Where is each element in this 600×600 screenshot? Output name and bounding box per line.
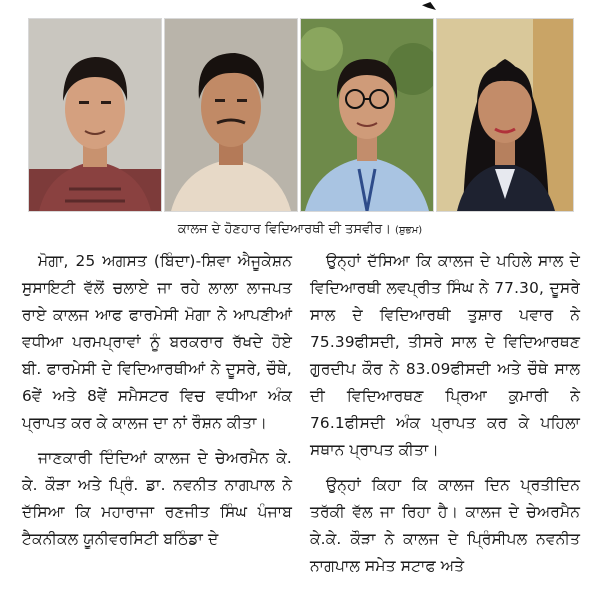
article-paragraph: ਉਨ੍ਹਾਂ ਕਿਹਾ ਕਿ ਕਾਲਜ ਦਿਨ ਪ੍ਰਤੀਦਿਨ ਤਰੱਕੀ ਵੱਲ ਜਾ ਰਿਹਾ ਹੈ। ਕਾਲਜ ਦੇ ਚੇਅਰਮੈਨ ਕੇ.ਕੇ. ਕੌੜਾ ਨੇ ਕਾਲਜ ਦੇ ਪ੍ਰਿੰਸੀਪਲ ਨਵਨੀਤ ਨਾਗਪਾਲ ਸਮੇਤ ਸਟਾਫ ਅਤੇ — [310, 476, 580, 575]
article-paragraph: ਮੋਗਾ, 25 ਅਗਸਤ (ਬਿੰਦਾ)-ਸ਼ਿਵਾ ਐਜੂਕੇਸ਼ਨ ਸੁਸਾਇਟੀ ਵੱਲੋਂ ਚਲਾਏ ਜਾ ਰਹੇ ਲਾਲਾ ਲਾਜਪਤ ਰਾਏ ਕਾਲਜ ਆਫ ਫਾਰਮੇਸੀ ਮੋਗਾ ਨੇ ਆਪਣੀਆਂ ਵਧੀਆ ਪਰਮਪ੍ਰਾਵਾਂ ਨੂੰ ਬਰਕਰਾਰ ਰੱਖਦੇ ਹੋਏ ਬੀ. ਫਾਰਮੇਸੀ ਦੇ ਵਿਦਿਆਰਥੀਆਂ ਨੇ ਦੂਸਰੇ, ਚੌਥੇ, 6ਵੇਂ ਅਤੇ 8ਵੇਂ ਸਮੈਸਟਰ ਵਿਚ ਵਧੀਆ ਅੰਕ ਪ੍ਰਾਪਤ ਕਰ ਕੇ ਕਾਲਜ ਦਾ ਨਾਂ ਰੌਸ਼ਨ ਕੀਤਾ। — [22, 252, 292, 432]
caption-text: ਕਾਲਜ ਦੇ ਹੋਣਹਾਰ ਵਿਦਿਆਰਥੀ ਦੀ ਤਸਵੀਰ। — [177, 222, 391, 237]
photo-row — [28, 18, 576, 214]
ink-mark — [422, 2, 436, 10]
top-strip — [0, 0, 600, 14]
article-column-right — [310, 248, 580, 588]
article-paragraph: ਜਾਣਕਾਰੀ ਦਿੰਦਿਆਂ ਕਾਲਜ ਦੇ ਚੇਅਰਮੈਨ ਕੇ. ਕੇ. ਕੌੜਾ ਅਤੇ ਪ੍ਰਿੰ. ਡਾ. ਨਵਨੀਤ ਨਾਗਪਾਲ ਨੇ ਦੱਸਿਆ ਕਿ ਮਹਾਰਾਜਾ ਰਣਜੀਤ ਸਿੰਘ ਪੰਜਾਬ ਟੈਕਨੀਕਲ ਯੂਨੀਵਰਸਿਟੀ ਬਠਿੰਡਾ ਦੇ — [22, 449, 292, 548]
student-portrait-4 — [437, 19, 573, 211]
caption-credit: (ਸ਼ੁਭਮ) — [395, 225, 423, 236]
photo-student-2 — [164, 18, 298, 212]
article-paragraph: ਉਨ੍ਹਾਂ ਦੱਸਿਆ ਕਿ ਕਾਲਜ ਦੇ ਪਹਿਲੇ ਸਾਲ ਦੇ ਵਿਦਿਆਰਥੀ ਲਵਪ੍ਰੀਤ ਸਿੰਘ ਨੇ 77.30, ਦੂਸਰੇ ਸਾਲ ਦੇ ਵਿਦਿਆਰਥੀ ਤੁਸ਼ਾਰ ਪਵਾਰ ਨੇ 75.39ਫੀਸਦੀ, ਤੀਸਰੇ ਸਾਲ ਦੇ ਵਿਦਿਆਰਥਣ ਗੁਰਦੀਪ ਕੌਰ ਨੇ 83.09ਫੀਸਦੀ ਅਤੇ ਚੌਥੇ ਸਾਲ ਦੀ ਵਿਦਿਆਰਥਣ ਪ੍ਰਿਆ ਕੁਮਾਰੀ ਨੇ 76.1ਫੀਸਦੀ ਅੰਕ ਪ੍ਰਾਪਤ ਕਰ ਕੇ ਪਹਿਲਾ ਸਥਾਨ ਪ੍ਰਾਪਤ ਕੀਤਾ। — [310, 252, 580, 459]
student-portrait-3 — [301, 19, 433, 211]
photo-student-1 — [28, 18, 162, 212]
photo-caption — [0, 222, 600, 237]
student-portrait-2 — [165, 19, 297, 211]
photo-student-3 — [300, 18, 434, 212]
student-portrait-1 — [29, 19, 161, 211]
article-column-left — [22, 248, 292, 561]
photo-student-4 — [436, 18, 574, 212]
